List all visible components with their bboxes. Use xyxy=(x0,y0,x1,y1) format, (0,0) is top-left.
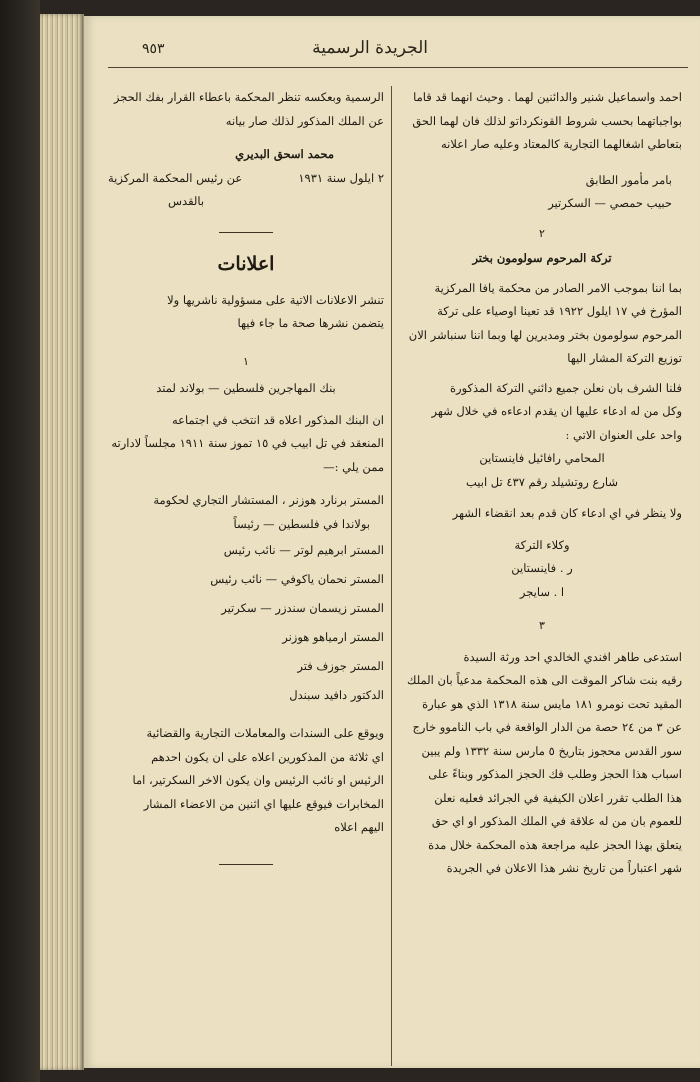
publication-title: الجريدة الرسمية xyxy=(312,38,428,58)
board-member: بولاندا في فلسطين — رئيساً xyxy=(233,516,370,531)
petition-line: للعموم بان من له علاقة في الملك المذكور او اي حق xyxy=(431,814,682,828)
board-member: الدكتور دافيد سبندل xyxy=(289,688,384,702)
continuation-line: عن الملك المذكور لذلك صار بيانه xyxy=(225,113,384,128)
signature-row xyxy=(108,167,384,191)
column-divider xyxy=(391,86,392,1066)
no-claims-line: ولا ينظر في اي ادعاء كان قدم بعد انقضاء الشهر xyxy=(452,506,682,520)
intro-line: بتعاطي اشغالهما التجارية كالمعتاد وعليه صار اعلانه xyxy=(441,137,682,151)
right-column xyxy=(402,86,682,881)
notice-number: ٢ xyxy=(539,226,545,240)
agents-line: ا . سايجر xyxy=(519,584,565,599)
signing-line: الرئيس او نائب الرئيس وان يكون الاخر السكرتير، اما xyxy=(132,773,384,787)
intro-line: بواجباتهما بحسب شروط القونكرداتو لذلك فان لهما الحق xyxy=(412,113,682,128)
signing-line: اليهم اعلاه xyxy=(334,820,384,834)
board-member: المستر جوزف فتر xyxy=(297,659,384,673)
board-member: المستر برنارد هوزنر ، المستشار التجاري لحكومة xyxy=(153,493,384,507)
intro-line: احمد واسماعيل شنير والدائنين لهما . وحيث انهما قد قاما xyxy=(413,90,682,104)
header-rule xyxy=(108,67,688,68)
notice-line: فلنا الشرف بان نعلن جميع دائني التركة المذكورة xyxy=(449,380,682,395)
continuation-line: الرسمية وبعكسه تنظر المحكمة باعطاء القرار بفك الحجز xyxy=(113,90,384,104)
address-line: المحامي رافائيل فاينستاين xyxy=(479,451,605,465)
notice-line: وكل من له ادعاء عليها ان يقدم ادعاءه في خلال شهر xyxy=(431,404,682,418)
board-member: المستر ارمياهو هوزنر xyxy=(282,630,384,644)
petition-line: استدعى طاهر افندي الخالدي احد ورثة السيدة xyxy=(463,649,682,664)
board-member: المستر زيسمان سندزر — سكرتير xyxy=(221,601,384,615)
signature-line: حبيب حمصي — السكرتير xyxy=(548,196,672,210)
judge-role-city: بالقدس xyxy=(168,194,205,208)
petition-line: شهر اعتباراً من تاريخ نشر هذا الاعلان في الجريدة xyxy=(446,861,682,875)
estate-line: المؤرخ في ١٧ ايلول ١٩٢٢ قد تعينا اوصياء على تركة xyxy=(437,304,682,318)
agents-line: ر . فاينستاين xyxy=(511,561,573,575)
book-binding xyxy=(0,0,40,1082)
board-member: المستر ابرهيم لوتر — نائب رئيس xyxy=(223,543,384,557)
signing-line: ويوقع على السندات والمعاملات التجارية والقضائية xyxy=(146,726,384,740)
ads-heading: اعلانات xyxy=(217,252,275,275)
estate-line: توزيع التركة المشار اليها xyxy=(567,351,682,365)
signature-date: ٢ ايلول سنة ١٩٣١ xyxy=(298,170,384,185)
notice-number: ٣ xyxy=(539,619,545,632)
ads-note-line: يتضمن نشرها صحة ما جاء فيها xyxy=(237,316,384,330)
address-line: شارع روتشيلد رقم ٤٣٧ تل ابيب xyxy=(465,474,619,489)
bank-line: المنعقد في تل ابيب في ١٥ تموز سنة ١٩١١ مجلساً لادارته xyxy=(111,436,384,450)
ad-number: ١ xyxy=(243,354,249,368)
newspaper-page xyxy=(84,16,700,1068)
petition-line: هذا الطلب تقرر اعلان الكيفية في الجرائد فعليه نعلن xyxy=(434,790,682,805)
ads-note-line: تنشر الاعلانات الاتية على مسؤولية ناشريها ولا xyxy=(167,292,384,307)
estate-line: المرحوم سولومون بختر ومديرين لها وبما اننا سنباشر الان xyxy=(408,327,682,342)
judge-name: محمد اسحق البديري xyxy=(235,147,334,161)
bank-line: ان البنك المذكور اعلاه قد انتخب في اجتماعه xyxy=(171,412,384,427)
signature-line: بامر مأمور الطابق xyxy=(585,172,672,187)
petition-line: رقيه بنت شاكر الموقت الى هذه المحكمة مدعياً بان الملك xyxy=(407,673,682,687)
petition-line: يتعلق بهذا الحجز عليه مراجعة هذه المحكمة خلال مدة xyxy=(428,837,682,852)
petition-line: سور القدس محجوز بتاريخ ٥ مارس سنة ١٣٣٢ ولم يبين xyxy=(421,743,682,758)
petition-line: اسباب هذا الحجز وطلب فك الحجز المذكور وبناءً على xyxy=(428,767,682,781)
section-rule xyxy=(219,864,273,865)
petition-line: عن ٣ من ٢٤ حصة من الدار الواقعة في باب الناموو خارج xyxy=(412,720,682,734)
page-edges xyxy=(40,14,84,1070)
signing-line: اي ثلاثة من المذكورين اعلاه على ان يكون احدهم xyxy=(151,749,384,764)
petition-line: المقيد تحت نومرو ١٨١ مايس سنة ١٣١٨ الذي هو عبارة xyxy=(422,696,682,711)
estate-line: بما اننا بموجب الامر الصادر من محكمة يافا المركزية xyxy=(434,280,682,295)
judge-role: عن رئيس المحكمة المركزية xyxy=(108,170,243,185)
board-member: المستر نحمان ياكوفي — نائب رئيس xyxy=(210,572,384,586)
left-column xyxy=(108,86,384,865)
signing-line: المخابرات فيوقع عليها اي اثنين من الاعضاء المشار xyxy=(143,796,384,811)
agents-line: وكلاء التركة xyxy=(514,537,570,552)
notice-line: واحد على العنوان الاتي : xyxy=(565,427,682,442)
bank-title: بنك المهاجرين فلسطين — بولاند لمتد xyxy=(156,381,336,395)
page-header xyxy=(84,38,688,68)
bank-line: ممن يلي :— xyxy=(323,459,384,474)
page-number: ٩٥٣ xyxy=(142,41,165,57)
estate-title: تركة المرحوم سولومون بختر xyxy=(472,251,612,265)
